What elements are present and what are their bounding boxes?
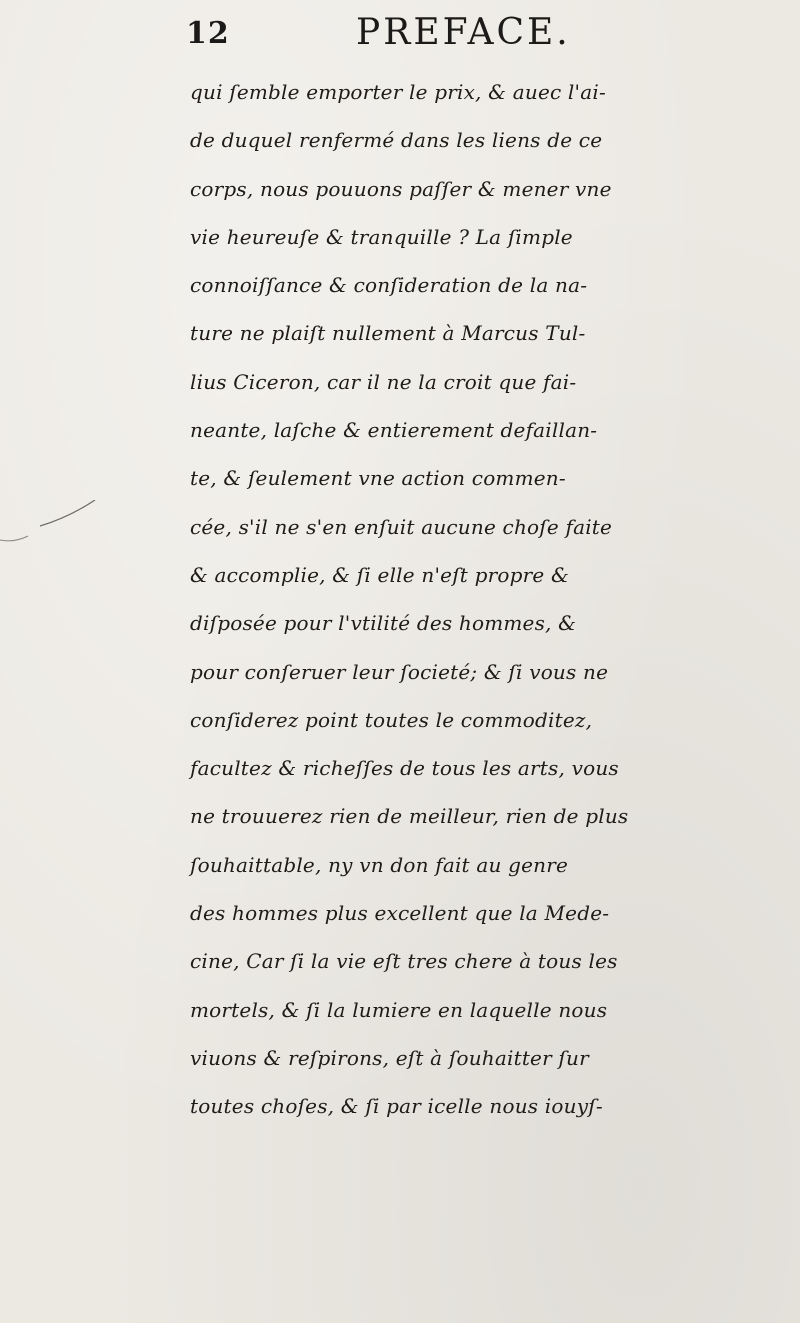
text-line: toutes choſes, & ſi par icelle nous iouyſ- bbox=[190, 1094, 603, 1119]
margin-pen-stroke bbox=[0, 500, 120, 580]
text-line: viuons & reſpirons, eſt à ſouhaitter ſur bbox=[190, 1045, 589, 1070]
text-line: connoiſſance & conſideration de la na- bbox=[190, 273, 588, 298]
text-line: mortels, & ſi la lumiere en laquelle nous bbox=[190, 997, 608, 1022]
text-line: ſouhaittable, ny vn don fait au genre bbox=[190, 852, 569, 877]
page-header bbox=[186, 12, 646, 62]
text-line: lius Ciceron, car il ne la croit que fai- bbox=[190, 369, 577, 394]
text-line: facultez & richeſſes de tous les arts, vous bbox=[190, 756, 619, 781]
text-line: corps, nous pouuons paſſer & mener vne bbox=[190, 176, 612, 201]
text-line: des hommes plus excellent que la Mede- bbox=[190, 901, 610, 926]
text-line: cée, s'il ne s'en enſuit aucune choſe faite bbox=[190, 514, 613, 539]
running-head: PREFACE. bbox=[356, 12, 571, 53]
text-line: te, & ſeulement vne action commen- bbox=[190, 466, 566, 491]
text-line: ture ne plaiſt nullement à Marcus Tul- bbox=[190, 321, 586, 346]
text-line: ne trouuerez rien de meilleur, rien de plus bbox=[190, 804, 629, 829]
page-number: 12 bbox=[186, 16, 230, 51]
text-line: cine, Car ſi la vie eſt tres chere à tous les bbox=[190, 949, 618, 974]
text-line: qui ſemble emporter le prix, & auec l'ai- bbox=[190, 80, 606, 104]
text-line: diſposée pour l'vtilité des hommes, & bbox=[190, 611, 577, 636]
text-line: conſiderez point toutes le commoditez, bbox=[190, 707, 593, 732]
text-line: neante, laſche & entierement defaillan- bbox=[190, 418, 598, 443]
text-line: de duquel renfermé dans les liens de ce bbox=[190, 128, 603, 153]
text-line: vie heureuſe & tranquille ? La ſimple bbox=[190, 224, 573, 249]
text-line: pour conſeruer leur ſocieté; & ſi vous ne bbox=[190, 659, 609, 684]
body-text bbox=[190, 68, 800, 1131]
text-line: & accomplie, & ſi elle n'eſt propre & bbox=[190, 562, 569, 587]
